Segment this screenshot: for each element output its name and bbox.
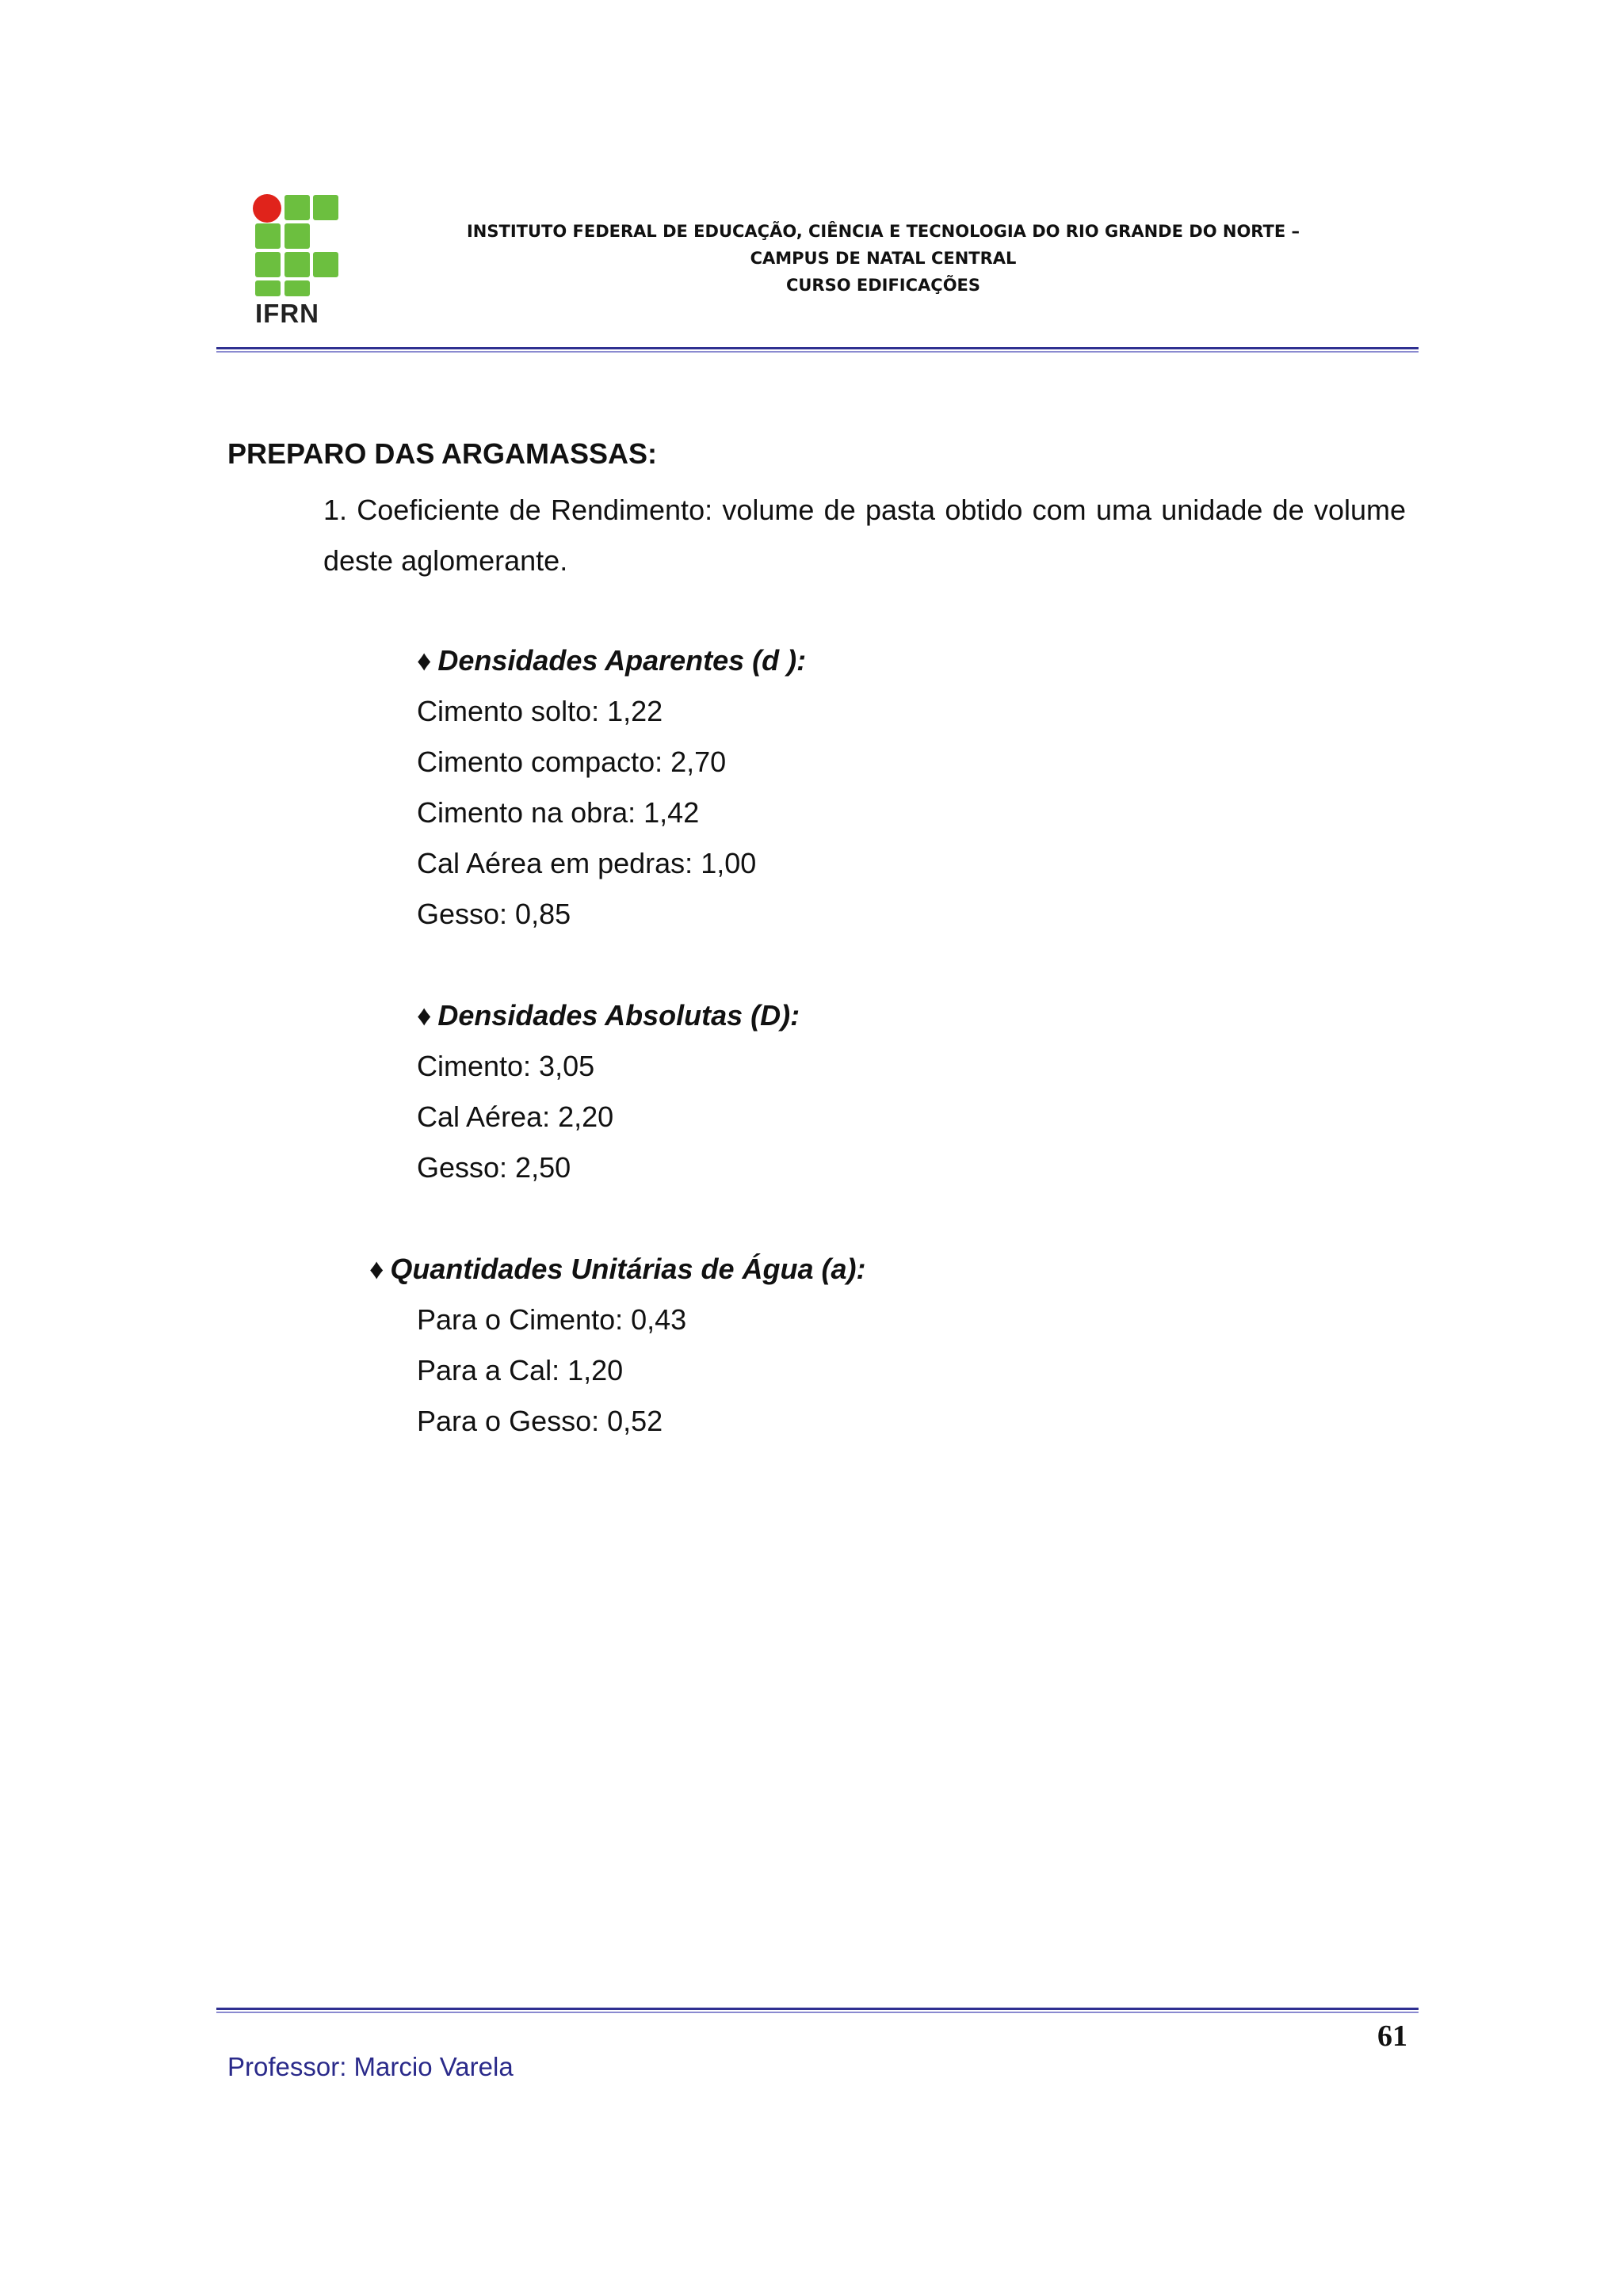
group-densidades-aparentes (417, 635, 806, 940)
header-line-2: CAMPUS DE NATAL CENTRAL (750, 249, 1017, 268)
list-item: Para o Gesso: 0,52 (417, 1405, 663, 1437)
group-densidades-absolutas (417, 990, 800, 1193)
institution-header (333, 218, 1434, 299)
group-heading-text: Quantidades Unitárias de Água (a): (390, 1253, 866, 1285)
list-item: Cimento na obra: 1,42 (417, 796, 700, 829)
group-heading-text: Densidades Aparentes (d ): (437, 644, 807, 677)
list-item: Cal Aérea: 2,20 (417, 1100, 614, 1133)
list-item: Para o Cimento: 0,43 (417, 1303, 687, 1336)
header-divider (216, 347, 1419, 353)
diamond-bullet-icon: ♦ (417, 999, 432, 1032)
section-title: PREPARO DAS ARGAMASSAS: (227, 437, 658, 470)
footer-divider (216, 2008, 1419, 2013)
diamond-bullet-icon: ♦ (369, 1253, 384, 1285)
header-line-1: INSTITUTO FEDERAL DE EDUCAÇÃO, CIÊNCIA E TECNOLOGIA DO RIO GRANDE DO NORTE – (466, 222, 1300, 241)
item-coeficiente-rendimento: 1. Coeficiente de Rendimento: volume de pasta obtido com uma unidade de volume deste aglomerante. (323, 494, 1406, 577)
group-heading (417, 990, 800, 1041)
header-line-3: CURSO EDIFICAÇÕES (785, 276, 981, 295)
list-item: Cimento: 3,05 (417, 1050, 595, 1082)
page-number: 61 (1377, 2019, 1407, 2053)
group-heading-text: Densidades Absolutas (D): (437, 999, 800, 1032)
list-item: Cimento compacto: 2,70 (417, 746, 727, 778)
logo-label: IFRN (255, 299, 319, 328)
diamond-bullet-icon: ♦ (417, 644, 432, 677)
footer-author: Professor: Marcio Varela (227, 2052, 514, 2081)
list-item: Para a Cal: 1,20 (417, 1354, 624, 1386)
group-heading (369, 1244, 865, 1295)
group-quantidades-agua (369, 1244, 866, 1447)
group-heading (417, 635, 806, 686)
list-item: Gesso: 0,85 (417, 898, 571, 930)
list-item: Gesso: 2,50 (417, 1151, 571, 1184)
list-item: Cimento solto: 1,22 (417, 695, 663, 727)
list-item: Cal Aérea em pedras: 1,00 (417, 847, 757, 879)
